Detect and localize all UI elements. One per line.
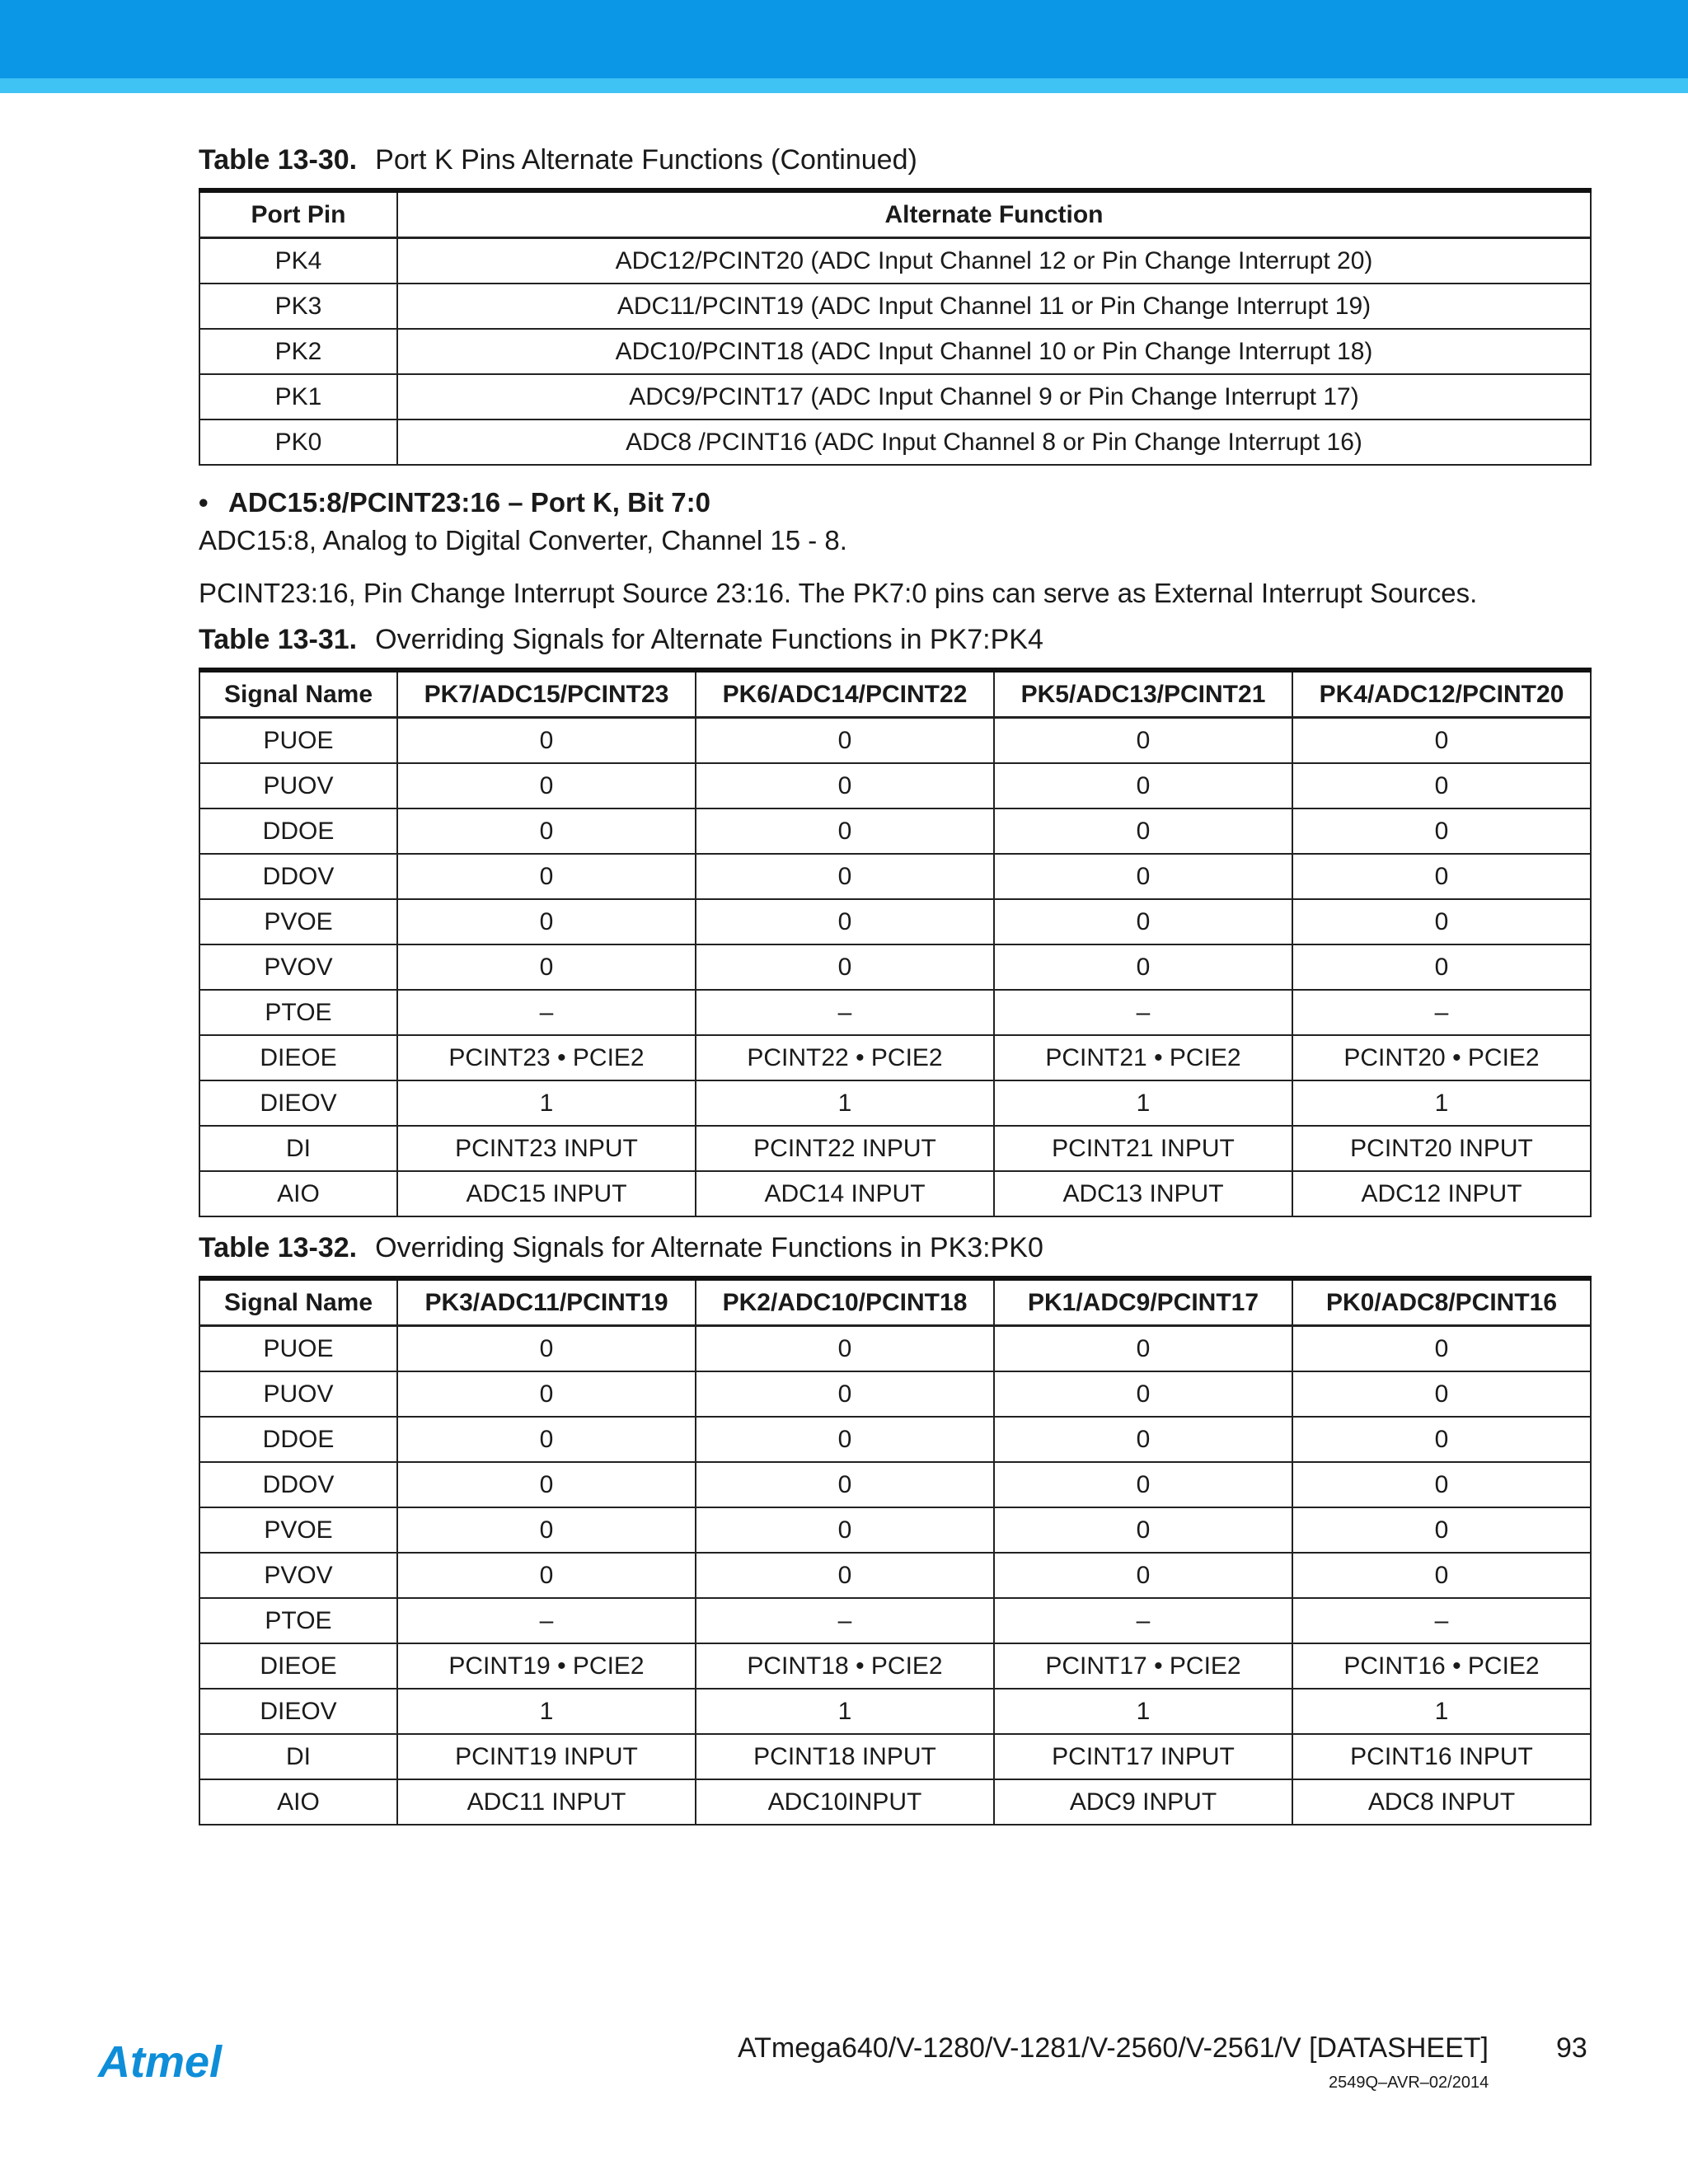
table-cell: ADC8 /PCINT16 (ADC Input Channel 8 or Pin Change Interrupt 16)	[397, 419, 1591, 465]
table-row	[199, 374, 1591, 419]
table-cell: 0	[696, 1326, 994, 1372]
table-cell: 0	[1292, 899, 1591, 944]
table-cell: 0	[994, 808, 1292, 854]
row-label-cell: DIEOE	[199, 1643, 397, 1689]
table-row	[199, 1779, 1591, 1825]
row-label-cell: PK2	[199, 329, 397, 374]
table-cell: ADC11 INPUT	[397, 1779, 696, 1825]
header-pk6: PK6/ADC14/PCINT22	[696, 670, 994, 718]
table-cell: 0	[397, 1326, 696, 1372]
table-row	[199, 1553, 1591, 1598]
table-cell: ADC9 INPUT	[994, 1779, 1292, 1825]
table-cell: 0	[994, 1462, 1292, 1507]
table-cell: 0	[397, 1371, 696, 1417]
footer-doc-title: ATmega640/V-1280/V-1281/V-2560/V-2561/V [DATASHEET]	[738, 2032, 1489, 2064]
table-cell: 0	[994, 1326, 1292, 1372]
table-cell: –	[994, 990, 1292, 1035]
table-cell: PCINT17 INPUT	[994, 1734, 1292, 1779]
table-cell: 0	[994, 944, 1292, 990]
row-label-cell: PVOE	[199, 1507, 397, 1553]
table-13-32-caption	[199, 1232, 1592, 1264]
table-row	[199, 1035, 1591, 1080]
table-cell: 0	[1292, 1326, 1591, 1372]
paragraph-adc: ADC15:8, Analog to Digital Converter, Channel 15 - 8.	[199, 525, 847, 555]
header-band	[0, 0, 1688, 78]
table-cell: 0	[994, 1507, 1292, 1553]
table-body	[199, 1326, 1591, 1825]
paragraph-pcint: PCINT23:16, Pin Change Interrupt Source 23:16. The PK7:0 pins can serve as External Interrupt Sources.	[199, 578, 1478, 608]
table-number: Table 13-31.	[199, 624, 358, 655]
row-label-cell: PTOE	[199, 1598, 397, 1643]
row-label-cell: DI	[199, 1126, 397, 1171]
table-row	[199, 329, 1591, 374]
table-row	[199, 1598, 1591, 1643]
table-row	[199, 763, 1591, 808]
table-cell: 0	[696, 718, 994, 764]
table-header-row	[199, 670, 1591, 718]
header-pk4: PK4/ADC12/PCINT20	[1292, 670, 1591, 718]
table-cell: 0	[1292, 763, 1591, 808]
table-cell: PCINT16 INPUT	[1292, 1734, 1591, 1779]
table-cell: 1	[397, 1080, 696, 1126]
table-cell: PCINT23 • PCIE2	[397, 1035, 696, 1080]
table-cell: 0	[397, 1417, 696, 1462]
section-heading	[199, 487, 1592, 518]
table-cell: –	[696, 1598, 994, 1643]
table-cell: 0	[696, 763, 994, 808]
table-cell: 0	[1292, 1507, 1591, 1553]
table-cell: 0	[994, 899, 1292, 944]
row-label-cell: PVOE	[199, 899, 397, 944]
table-cell: ADC13 INPUT	[994, 1171, 1292, 1216]
table-cell: ADC12 INPUT	[1292, 1171, 1591, 1216]
port-k-alternate-functions-table	[199, 188, 1592, 466]
table-row	[199, 1171, 1591, 1216]
row-label-cell: DIEOE	[199, 1035, 397, 1080]
header-pk3: PK3/ADC11/PCINT19	[397, 1278, 696, 1326]
table-cell: 1	[696, 1080, 994, 1126]
atmel-logo	[96, 2036, 245, 2088]
footer-doc-code: 2549Q–AVR–02/2014	[1329, 2074, 1489, 2092]
table-title: Overriding Signals for Alternate Functions in PK7:PK4	[375, 624, 1043, 655]
table-cell: 0	[1292, 808, 1591, 854]
row-label-cell: PUOE	[199, 718, 397, 764]
table-cell: 0	[397, 1507, 696, 1553]
row-label-cell: PUOV	[199, 763, 397, 808]
row-label-cell: PK0	[199, 419, 397, 465]
row-label-cell: DDOV	[199, 854, 397, 899]
header-pk0: PK0/ADC8/PCINT16	[1292, 1278, 1591, 1326]
table-row	[199, 1126, 1591, 1171]
table-cell: PCINT22 INPUT	[696, 1126, 994, 1171]
row-label-cell: DDOE	[199, 1417, 397, 1462]
header-band-edge	[0, 78, 1688, 93]
table-cell: 0	[1292, 1462, 1591, 1507]
table-cell: ADC15 INPUT	[397, 1171, 696, 1216]
table-cell: 0	[397, 899, 696, 944]
table-cell: ADC11/PCINT19 (ADC Input Channel 11 or Pin Change Interrupt 19)	[397, 284, 1591, 329]
header-signal-name: Signal Name	[199, 1278, 397, 1326]
table-cell: –	[994, 1598, 1292, 1643]
table-cell: 1	[397, 1689, 696, 1734]
table-cell: PCINT20 INPUT	[1292, 1126, 1591, 1171]
table-cell: 0	[696, 944, 994, 990]
table-cell: 0	[696, 1462, 994, 1507]
table-cell: ADC12/PCINT20 (ADC Input Channel 12 or Pin Change Interrupt 20)	[397, 238, 1591, 284]
page-content	[199, 144, 1592, 1825]
row-label-cell: DDOE	[199, 808, 397, 854]
table-cell: –	[1292, 1598, 1591, 1643]
table-cell: 0	[397, 1553, 696, 1598]
table-row	[199, 1326, 1591, 1372]
table-row	[199, 899, 1591, 944]
row-label-cell: PK4	[199, 238, 397, 284]
row-label-cell: PTOE	[199, 990, 397, 1035]
row-label-cell: DI	[199, 1734, 397, 1779]
table-cell: PCINT21 INPUT	[994, 1126, 1292, 1171]
row-label-cell: PK3	[199, 284, 397, 329]
table-cell: 0	[696, 1371, 994, 1417]
page-number: 93	[1556, 2032, 1587, 2064]
row-label-cell: DIEOV	[199, 1080, 397, 1126]
table-cell: PCINT18 INPUT	[696, 1734, 994, 1779]
table-cell: PCINT19 INPUT	[397, 1734, 696, 1779]
table-cell: –	[397, 1598, 696, 1643]
table-row	[199, 1643, 1591, 1689]
table-row	[199, 238, 1591, 284]
table-cell: ADC9/PCINT17 (ADC Input Channel 9 or Pin Change Interrupt 17)	[397, 374, 1591, 419]
table-cell: –	[1292, 990, 1591, 1035]
table-body	[199, 718, 1591, 1217]
section-heading-text: ADC15:8/PCINT23:16 – Port K, Bit 7:0	[228, 487, 710, 518]
overriding-signals-pk3-pk0-table	[199, 1276, 1592, 1825]
table-row	[199, 1080, 1591, 1126]
table-cell: 0	[397, 1462, 696, 1507]
table-cell: 0	[696, 899, 994, 944]
header-pk5: PK5/ADC13/PCINT21	[994, 670, 1292, 718]
table-cell: 0	[397, 718, 696, 764]
table-number: Table 13-30.	[199, 144, 358, 176]
table-cell: PCINT18 • PCIE2	[696, 1643, 994, 1689]
table-cell: 0	[1292, 854, 1591, 899]
table-cell: 0	[397, 944, 696, 990]
table-row	[199, 1734, 1591, 1779]
table-13-31-caption	[199, 624, 1592, 656]
row-label-cell: DDOV	[199, 1462, 397, 1507]
table-cell: PCINT22 • PCIE2	[696, 1035, 994, 1080]
table-row	[199, 1689, 1591, 1734]
table-row	[199, 1462, 1591, 1507]
row-label-cell: PUOE	[199, 1326, 397, 1372]
table-row	[199, 944, 1591, 990]
row-label-cell: PK1	[199, 374, 397, 419]
row-label-cell: AIO	[199, 1171, 397, 1216]
row-label-cell: PUOV	[199, 1371, 397, 1417]
table-cell: 0	[397, 763, 696, 808]
table-body	[199, 238, 1591, 466]
table-cell: PCINT17 • PCIE2	[994, 1643, 1292, 1689]
row-label-cell: PVOV	[199, 1553, 397, 1598]
row-label-cell: PVOV	[199, 944, 397, 990]
table-row	[199, 718, 1591, 764]
header-pk1: PK1/ADC9/PCINT17	[994, 1278, 1292, 1326]
header-port-pin: Port Pin	[199, 190, 397, 238]
table-cell: 0	[1292, 718, 1591, 764]
table-row	[199, 1371, 1591, 1417]
header-pk2: PK2/ADC10/PCINT18	[696, 1278, 994, 1326]
overriding-signals-pk7-pk4-table	[199, 668, 1592, 1217]
table-cell: 1	[1292, 1689, 1591, 1734]
table-row	[199, 419, 1591, 465]
table-cell: 0	[696, 1417, 994, 1462]
table-cell: ADC10INPUT	[696, 1779, 994, 1825]
header-signal-name: Signal Name	[199, 670, 397, 718]
table-cell: 0	[397, 854, 696, 899]
table-cell: 0	[696, 808, 994, 854]
row-label-cell: DIEOV	[199, 1689, 397, 1734]
table-cell: 1	[1292, 1080, 1591, 1126]
table-title: Port K Pins Alternate Functions (Continued)	[375, 144, 917, 176]
table-cell: –	[696, 990, 994, 1035]
table-row	[199, 1507, 1591, 1553]
table-row	[199, 1417, 1591, 1462]
table-cell: 0	[994, 1417, 1292, 1462]
table-cell: 1	[994, 1689, 1292, 1734]
table-cell: ADC8 INPUT	[1292, 1779, 1591, 1825]
table-cell: ADC14 INPUT	[696, 1171, 994, 1216]
table-cell: 0	[1292, 1417, 1591, 1462]
table-cell: 0	[1292, 1371, 1591, 1417]
table-cell: 0	[696, 854, 994, 899]
table-cell: 0	[994, 854, 1292, 899]
table-cell: 0	[1292, 944, 1591, 990]
table-cell: PCINT21 • PCIE2	[994, 1035, 1292, 1080]
table-cell: PCINT19 • PCIE2	[397, 1643, 696, 1689]
table-row	[199, 990, 1591, 1035]
row-label-cell: AIO	[199, 1779, 397, 1825]
table-number: Table 13-32.	[199, 1232, 358, 1263]
table-title: Overriding Signals for Alternate Functions in PK3:PK0	[375, 1232, 1043, 1263]
table-cell: 0	[994, 1371, 1292, 1417]
table-cell: ADC10/PCINT18 (ADC Input Channel 10 or Pin Change Interrupt 18)	[397, 329, 1591, 374]
table-cell: –	[397, 990, 696, 1035]
table-cell: 1	[994, 1080, 1292, 1126]
bullet-icon: •	[199, 487, 209, 518]
table-13-30-caption	[199, 144, 1592, 176]
table-cell: PCINT23 INPUT	[397, 1126, 696, 1171]
table-cell: PCINT20 • PCIE2	[1292, 1035, 1591, 1080]
table-cell: 1	[696, 1689, 994, 1734]
table-row	[199, 854, 1591, 899]
header-pk7: PK7/ADC15/PCINT23	[397, 670, 696, 718]
table-cell: 0	[397, 808, 696, 854]
table-cell: 0	[696, 1553, 994, 1598]
table-header-row	[199, 1278, 1591, 1326]
table-cell: 0	[994, 763, 1292, 808]
table-cell: PCINT16 • PCIE2	[1292, 1643, 1591, 1689]
table-row	[199, 284, 1591, 329]
table-header-row	[199, 190, 1591, 238]
table-cell: 0	[994, 718, 1292, 764]
logo-text: Atmel	[98, 2037, 223, 2087]
table-row	[199, 808, 1591, 854]
table-cell: 0	[994, 1553, 1292, 1598]
header-alternate-function: Alternate Function	[397, 190, 1591, 238]
table-cell: 0	[1292, 1553, 1591, 1598]
table-cell: 0	[696, 1507, 994, 1553]
